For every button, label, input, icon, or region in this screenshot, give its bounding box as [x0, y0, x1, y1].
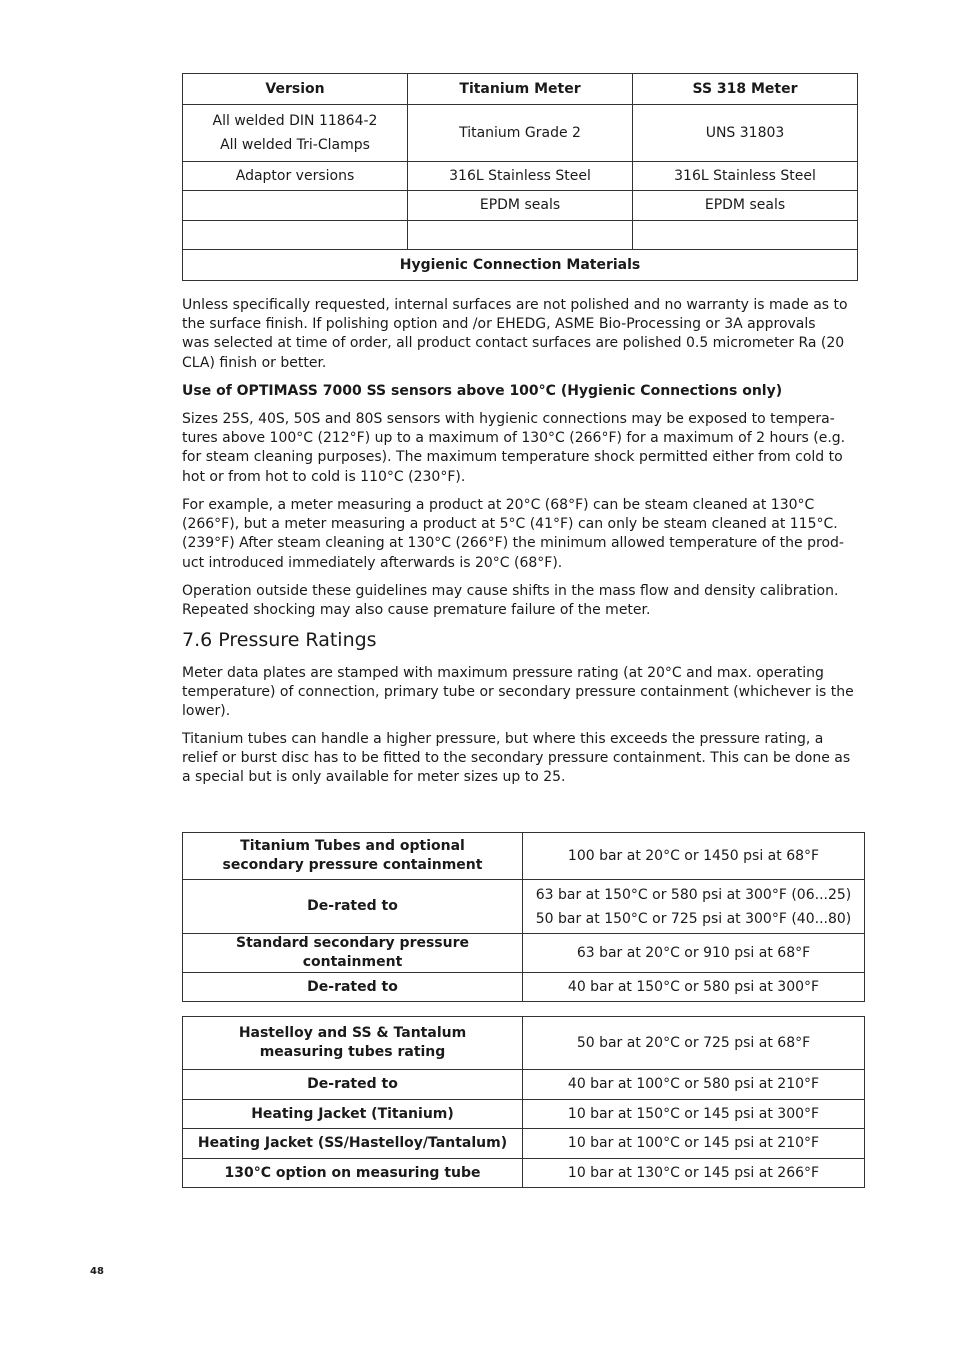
table-label-cell: Hastelloy and SS & Tantalum measuring tubes rating — [183, 1017, 523, 1070]
paragraph-titanium: Titanium tubes can handle a higher pressure, but where this exceeds the pressure rating, a relief or burst disc has to be fitted to the secondary pressure containment. This can be done as a special but is only available for meter sizes up to 25. — [182, 731, 851, 786]
table-value-cell: 63 bar at 150°C or 580 psi at 300°F (06...25) 50 bar at 150°C or 725 psi at 300°F (40...80) — [523, 880, 865, 934]
table-cell — [408, 221, 633, 250]
table-value-cell: 40 bar at 150°C or 580 psi at 300°F — [523, 973, 865, 1002]
table-cell: EPDM seals — [408, 191, 633, 221]
paragraph-operation: Operation outside these guidelines may cause shifts in the mass flow and density calibration. Repeated shocking may also cause premature failure of the meter. — [182, 583, 839, 619]
table-cell: UNS 31803 — [633, 105, 858, 162]
table-label-cell: 130°C option on measuring tube — [183, 1159, 523, 1188]
table-value-cell: 10 bar at 130°C or 145 psi at 266°F — [523, 1159, 865, 1188]
table-value-cell: 10 bar at 100°C or 145 psi at 210°F — [523, 1129, 865, 1159]
table-cell — [183, 221, 408, 250]
paragraph-plates: Meter data plates are stamped with maximum pressure rating (at 20°C and max. operating temperature) of connection, primary tube or secondary pressure containment (whichever is the lower). — [182, 665, 854, 720]
materials-table-caption: Hygienic Connection Materials — [183, 250, 858, 281]
table-label-cell: Standard secondary pressure containment — [183, 934, 523, 973]
table-label-cell: De-rated to — [183, 880, 523, 934]
table-cell: EPDM seals — [633, 191, 858, 221]
table-label-cell: Heating Jacket (SS/Hastelloy/Tantalum) — [183, 1129, 523, 1159]
pressure-table-titanium — [182, 832, 865, 1002]
table-cell: 316L Stainless Steel — [633, 162, 858, 191]
table-label-cell: Heating Jacket (Titanium) — [183, 1100, 523, 1129]
table-value-cell: 100 bar at 20°C or 1450 psi at 68°F — [523, 833, 865, 880]
table-value-cell: 40 bar at 100°C or 580 psi at 210°F — [523, 1070, 865, 1100]
header-version: Version — [183, 74, 408, 105]
table-value-cell: 10 bar at 150°C or 145 psi at 300°F — [523, 1100, 865, 1129]
table-cell: Titanium Grade 2 — [408, 105, 633, 162]
paragraph-finish: Unless specifically requested, internal surfaces are not polished and no warranty is made as to the surface finish. If polishing option and /or EHEDG, ASME Bio-Processing or 3A approvals was selected at time of order, all product contact surfaces are polished 0.5 micrometer Ra (20 CLA) finish or better. — [182, 297, 848, 371]
paragraph-sizes: Sizes 25S, 40S, 50S and 80S sensors with hygienic connections may be exposed to tempera- tures above 100°C (212°F) up to a maximum of 130°C (266°F) for a maximum of 2 hours (e.g. for steam cleaning purposes). The maximum temperature shock permitted either from cold to hot or from hot to cold is 110°C (230°F). — [182, 411, 846, 485]
header-titanium-meter: Titanium Meter — [408, 74, 633, 105]
header-ss-meter: SS 318 Meter — [633, 74, 858, 105]
table-label-cell: De-rated to — [183, 1070, 523, 1100]
table-cell: All welded DIN 11864-2 All welded Tri-Clamps — [183, 105, 408, 162]
subheading: Use of OPTIMASS 7000 SS sensors above 100°C (Hygienic Connections only) — [182, 383, 783, 399]
page-number: 48 — [90, 1266, 104, 1277]
table-label-cell: Titanium Tubes and optional secondary pressure containment — [183, 833, 523, 880]
table-cell — [183, 191, 408, 221]
section-title: 7.6 Pressure Ratings — [182, 629, 377, 651]
table-value-cell: 63 bar at 20°C or 910 psi at 68°F — [523, 934, 865, 973]
table-value-cell: 50 bar at 20°C or 725 psi at 68°F — [523, 1017, 865, 1070]
pressure-table-hastelloy — [182, 1016, 865, 1188]
table-cell: Adaptor versions — [183, 162, 408, 191]
paragraph-example: For example, a meter measuring a product at 20°C (68°F) can be steam cleaned at 130°C (266°F), but a meter measuring a product at 5°C (41°F) can only be steam cleaned at 115°C. (239°F) After steam cleaning at 130°C (266°F) the minimum allowed temperature of the prod- uct introduced immediately afterwards is 20°C (68°F). — [182, 497, 844, 571]
table-cell — [633, 221, 858, 250]
table-cell: 316L Stainless Steel — [408, 162, 633, 191]
materials-table — [182, 73, 858, 281]
table-label-cell: De-rated to — [183, 973, 523, 1002]
